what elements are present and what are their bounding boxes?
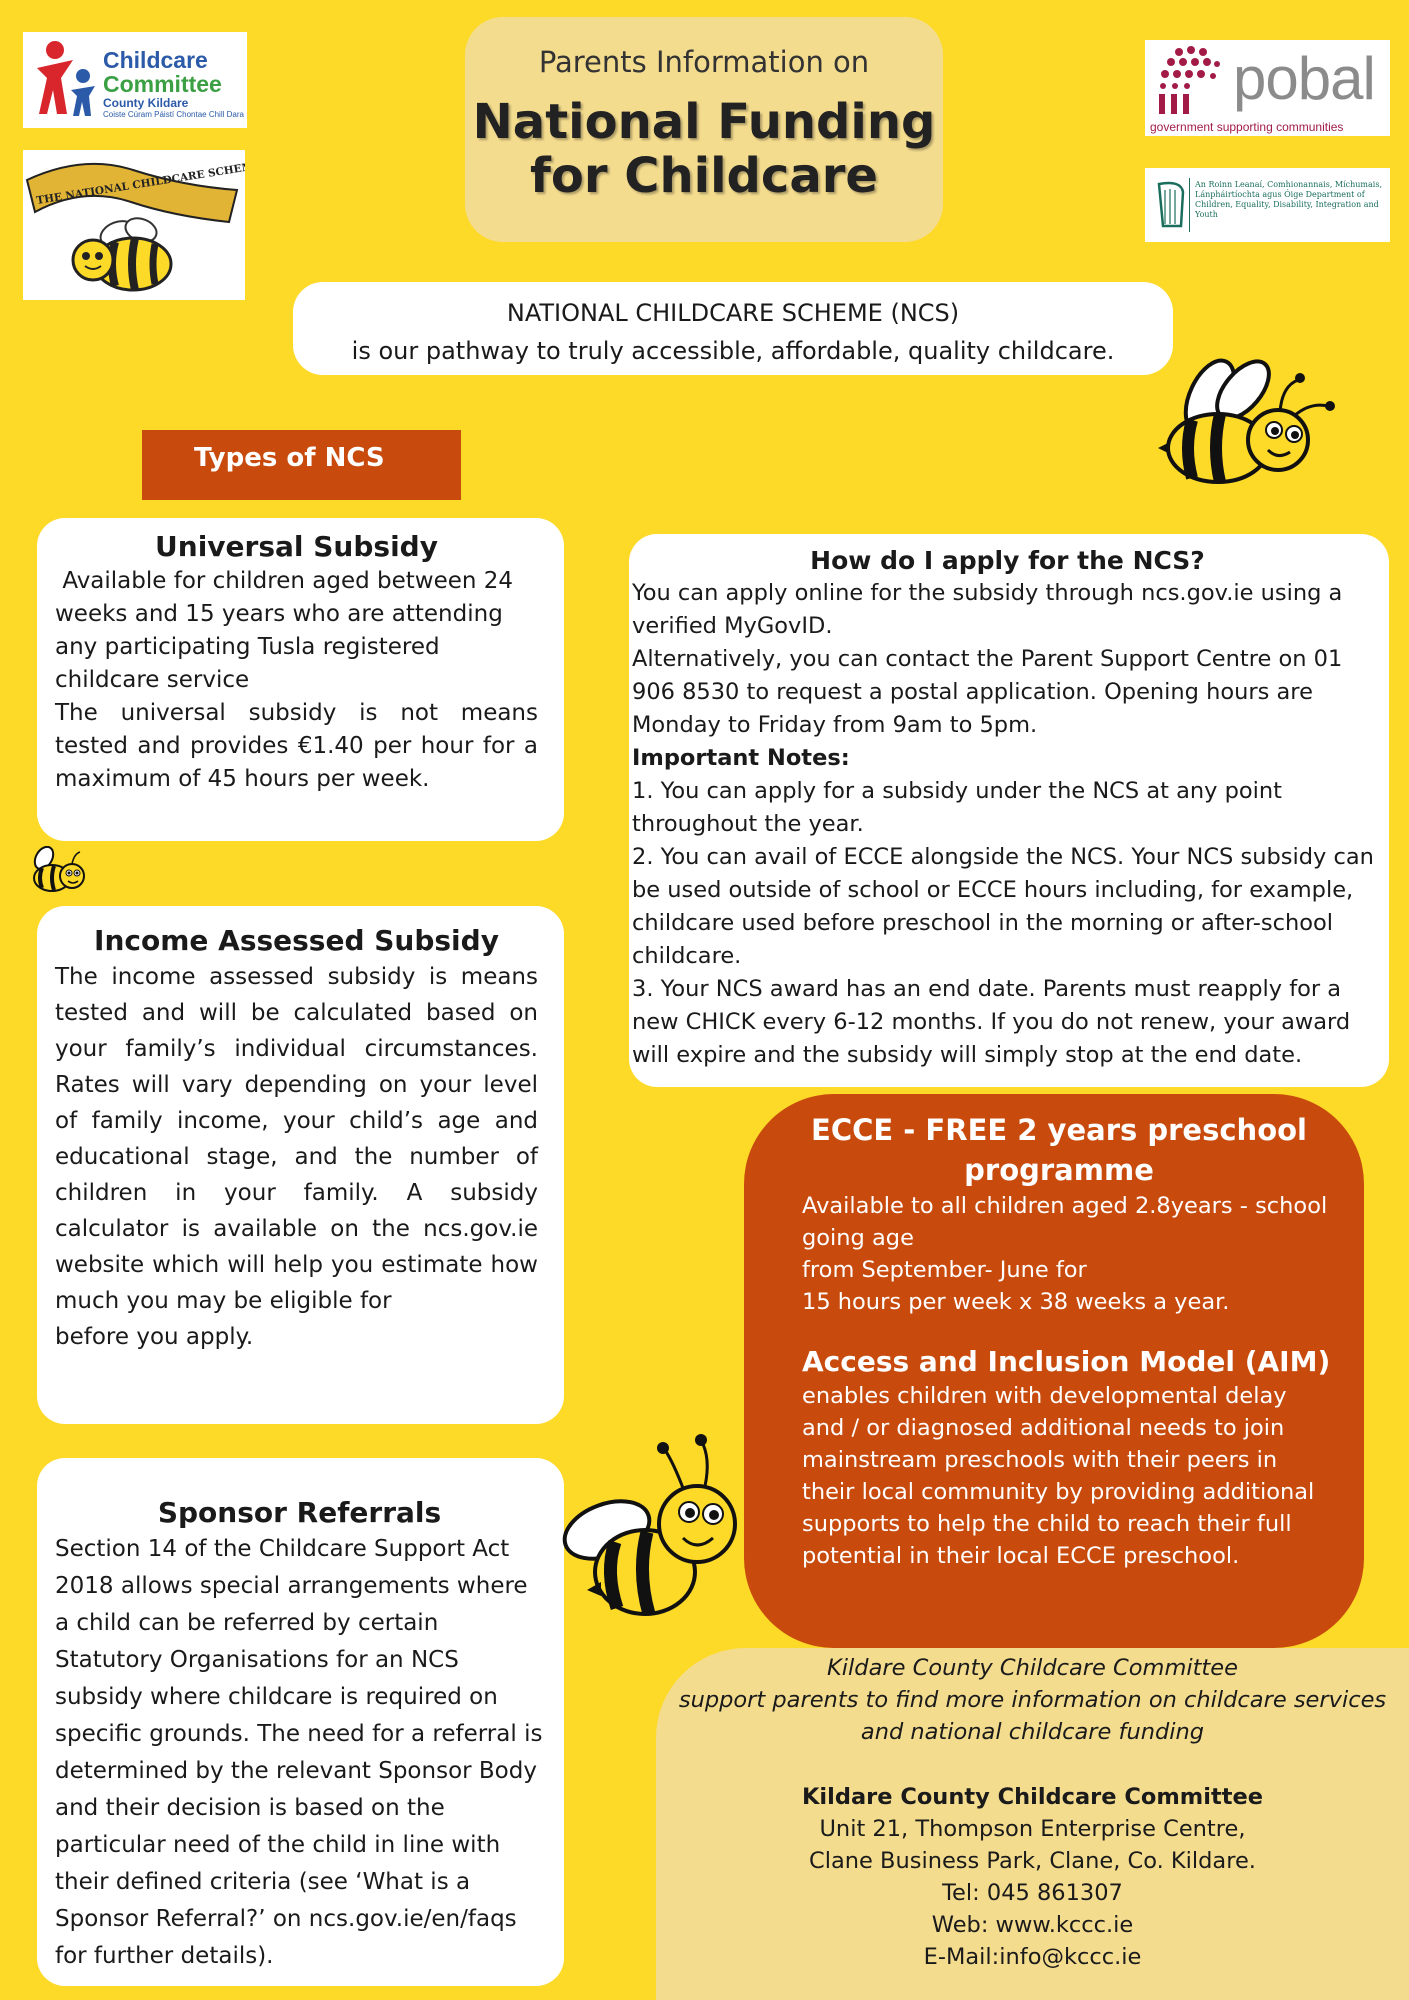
apply-note3: 3. Your NCS award has an end date. Parents must reapply for a new CHICK every 6-12 months. If you do not renew, your award will expire and the subsidy will simply stop at the end date. — [632, 976, 1351, 1068]
universal-subsidy-para2: The universal subsidy is not means tested and provides €1.40 per hour for a maximum of 45 hours per week. — [55, 700, 538, 792]
kccc-email: E-Mail:info@kccc.ie — [923, 1944, 1142, 1970]
universal-subsidy-card — [37, 518, 564, 841]
ncs-banner-line2: is our pathway to truly accessible, affordable, quality childcare. — [351, 337, 1115, 365]
universal-subsidy-para1: Available for children aged between 24 weeks and 15 years who are attending any participating Tusla registered childcare service — [55, 568, 521, 693]
apply-para2: Alternatively, you can contact the Parent Support Centre on 01 906 8530 to request a postal application. Opening hours are Monday to Friday from 9am to 5pm. — [632, 646, 1343, 738]
apply-heading: How do I apply for the NCS? — [810, 546, 1205, 575]
apply-card — [629, 534, 1389, 1087]
ncs-logo — [23, 150, 245, 300]
apply-note2: 2. You can avail of ECCE alongside the NCS. Your NCS subsidy can be used outside of school or ECCE hours including, for example, childcare used before preschool in the morning or after-school childcare. — [632, 844, 1374, 969]
logo-text-childcare: Childcare — [103, 47, 208, 73]
kccc-intro2: support parents to find more information on childcare services — [678, 1687, 1387, 1713]
page-title-line2: for Childcare — [530, 148, 878, 204]
small-bee-icon — [22, 846, 88, 900]
kccc-web: Web: www.kccc.ie — [931, 1912, 1134, 1938]
kccc-name: Kildare County Childcare Committee — [802, 1784, 1263, 1810]
kccc-contact-box — [656, 1648, 1409, 2000]
ecce-line1: Available to all children aged 2.8years - school going age — [802, 1193, 1328, 1251]
kccc-address2: Clane Business Park, Clane, Co. Kildare. — [809, 1848, 1256, 1874]
types-of-ncs-header: Types of NCS — [142, 430, 461, 500]
title-box — [465, 17, 943, 242]
ecce-line3: 15 hours per week x 38 weeks a year. — [802, 1289, 1230, 1315]
pobal-wordmark: pobal — [1233, 45, 1375, 112]
ecce-heading: ECCE - FREE 2 years preschool programme — [811, 1113, 1307, 1187]
income-assessed-body: The income assessed subsidy is means tested and will be calculated based on your family’s individual circumstances. Rates will vary depending on your level of family income, your child’s age and educational stage, and the number of children in your family. A subsidy calculator is available on the ncs.gov.ie website which will help you estimate how much you may be eligible for — [55, 964, 538, 1314]
kccc-address1: Unit 21, Thompson Enterprise Centre, — [819, 1816, 1246, 1842]
kccc-tel: Tel: 045 861307 — [942, 1880, 1123, 1906]
ncs-banner-line1: NATIONAL CHILDCARE SCHEME (NCS) — [506, 299, 960, 327]
title-subtitle: Parents Information on — [538, 45, 870, 79]
aim-heading: Access and Inclusion Model (AIM) — [802, 1345, 1331, 1378]
kccc-intro3: and national childcare funding — [860, 1719, 1205, 1745]
ncs-banner — [293, 282, 1173, 375]
page-title — [465, 95, 943, 203]
sponsor-referrals-heading: Sponsor Referrals — [157, 1496, 442, 1529]
logo-text-committee: Committee — [103, 71, 222, 97]
department-logo — [1145, 168, 1390, 242]
bee-icon — [1148, 356, 1338, 516]
pobal-tagline: government supporting communities — [1150, 120, 1344, 134]
income-assessed-last: before you apply. — [55, 1324, 254, 1350]
income-assessed-card — [37, 906, 564, 1424]
aim-body: enables children with developmental delay and / or diagnosed additional needs to join mainstream preschools with their peers in their local community by providing additional supports to help the child to reach their full potential in their local ECCE preschool. — [802, 1383, 1315, 1569]
department-text: An Roinn Leanaí, Comhionannais, Míchumais, Lánpháirtíochta agus Óige Department of Children, Equality, Disability, Integration and Youth — [1195, 180, 1382, 219]
ecce-card — [744, 1094, 1364, 1648]
page-title-line1: National Funding — [472, 94, 936, 150]
logo-text-county: County Kildare — [103, 96, 189, 110]
large-bee-icon — [555, 1432, 755, 1632]
universal-subsidy-heading: Universal Subsidy — [155, 530, 438, 563]
logo-text-irish: Coiste Cúram Páistí Chontae Chill Dara — [103, 110, 244, 119]
childcare-figures-icon — [31, 38, 101, 118]
ecce-line2: from September- June for — [802, 1257, 1087, 1283]
harp-icon — [1151, 178, 1191, 232]
sponsor-referrals-card — [37, 1458, 564, 1986]
apply-para1: You can apply online for the subsidy through ncs.gov.ie using a verified MyGovID. — [632, 580, 1343, 639]
ncs-bee-ribbon-icon — [23, 150, 245, 300]
ncs-logo-text: THE NATIONAL CHILDCARE SCHEME — [35, 159, 245, 207]
apply-notes-heading: Important Notes: — [632, 745, 850, 771]
childcare-committee-logo — [23, 32, 247, 128]
department-divider — [1189, 178, 1190, 232]
apply-note1: 1. You can apply for a subsidy under the NCS at any point throughout the year. — [632, 778, 1282, 837]
sponsor-referrals-body: Section 14 of the Childcare Support Act 2018 allows special arrangements where a child can be referred by certain Statutory Organisations for an NCS subsidy where childcare is required on specific grounds. The need for a referral is determined by the relevant Sponsor Body and their decision is based on the particular need of the child in line with their defined criteria (see ‘What is a Sponsor Referral?’ on ncs.gov.ie/en/faqs for further details). — [55, 1536, 543, 1969]
pobal-logo — [1145, 40, 1390, 136]
pobal-dots-icon — [1149, 42, 1233, 120]
income-assessed-heading: Income Assessed Subsidy — [94, 924, 499, 957]
kccc-intro1: Kildare County Childcare Committee — [827, 1655, 1238, 1681]
